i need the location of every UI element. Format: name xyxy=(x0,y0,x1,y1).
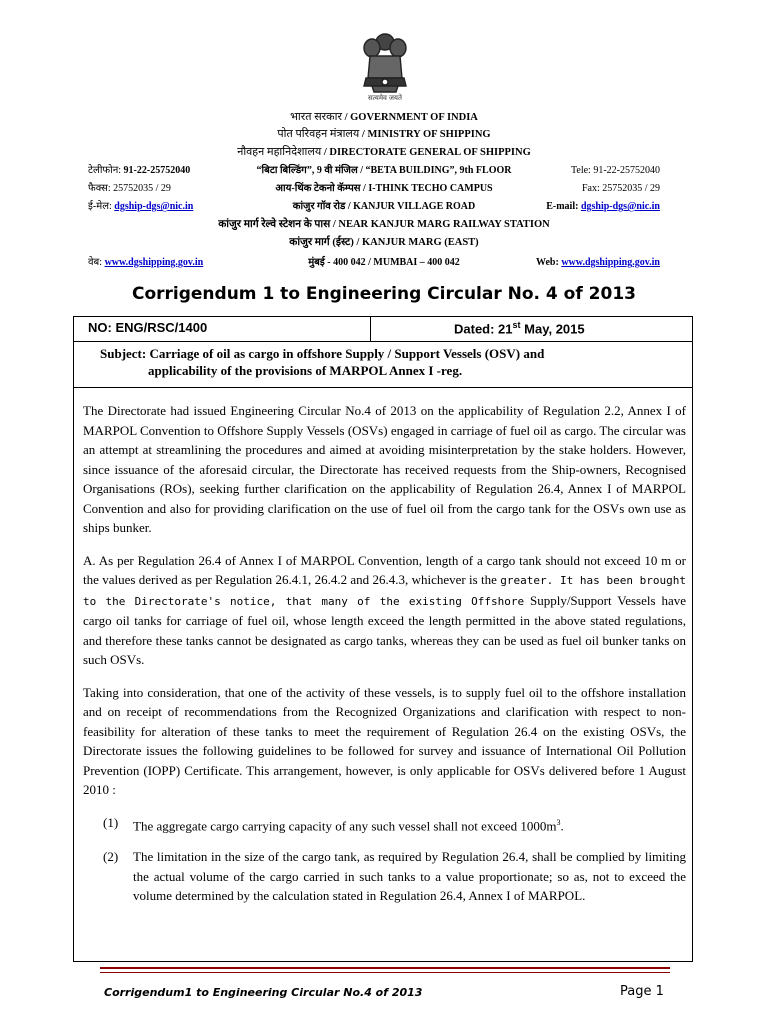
paragraph-guidelines: Taking into consideration, that one of the activity of these vessels, is to supply fuel oil to the offshore installation and on receipt of recommendations from the Recognized Organizations and clarification with respect to non-feasibility for alteration of these tanks to meet the requirement of Regulation 26.4 on the existing OSVs, the Directorate issues the following guidelines to be followed for survey and issuance of International Oil Pollution Prevention (IOPP) Certificate. This arrangement, however, is only applicable for OSVs delivered before 1 August 2010 : xyxy=(83,684,686,797)
list-item: (2) The limitation in the size of the cargo tank, as required by Regulation 26.4, shall be complied by limiting the actual volume of the cargo carried in such tanks to a value proportionate; so as, not to exceed the volume determined by the calculation stated in Regulation 26.4, Annex I of MARPOL. xyxy=(103,849,686,904)
header-directorate: नौवहन महानिदेशालय / DIRECTORATE GENERAL OF SHIPPING xyxy=(237,146,531,158)
document-title: Corrigendum 1 to Engineering Circular No. 4 of 2013 xyxy=(131,284,636,304)
header-kanjur-east: कांजुर मार्ग (ईस्ट) / KANJUR MARG (EAST) xyxy=(289,237,479,248)
web-link-right[interactable]: www.dgshipping.gov.in xyxy=(561,257,660,268)
subject-row xyxy=(74,341,692,388)
header-ministry: पोत परिवहन मंत्रालय / MINISTRY OF SHIPPING xyxy=(277,128,491,140)
subject: Subject: Carriage of oil as cargo in offshore Supply / Support Vessels (OSV) and applicability of the provisions of MARPOL Annex I -reg. xyxy=(100,346,545,378)
circular-box xyxy=(73,316,693,962)
header-near-station: कांजुर मार्ग रेल्वे स्टेशन के पास / NEAR KANJUR MARG RAILWAY STATION xyxy=(218,219,550,230)
date: Dated: 21st May, 2015 xyxy=(454,320,585,337)
email-link-right[interactable]: dgship-dgs@nic.in xyxy=(580,201,660,212)
header-government: भारत सरकार / GOVERNMENT OF INDIA xyxy=(290,111,478,123)
reference-number: NO: ENG/RSC/1400 xyxy=(88,320,208,335)
emblem-caption: सत्यमेव जयते xyxy=(368,94,402,102)
paragraph-intro: The Directorate had issued Engineering Circular No.4 of 2013 on the applicability of Regulation 2.2, Annex I of MARPOL Convention to Offshore Supply Vessels (OSVs) engaged in carriage of fuel oil as cargo. The circular was an attempt at streamlining the procedures and aimed at avoiding misinterpretation by the stake holders. However, since issuance of the aforesaid circular, the Directorate has received requests from the Ship-owners, Recognised Organisations (ROs), seeking further clarification on the applicability of Regulation 26.4, Annex I of MARPOL Convention and also for providing clarification on the use of fuel oil from the cargo tank for the OSVs own use as ships bunker. xyxy=(83,403,686,535)
ref-row xyxy=(74,317,692,342)
email-link-left[interactable]: dgship-dgs@nic.in xyxy=(114,201,194,212)
footer-title: Corrigendum1 to Engineering Circular No.4 of 2013 xyxy=(104,986,423,999)
web-link-left[interactable]: www.dgshipping.gov.in xyxy=(104,257,204,268)
circular-body xyxy=(83,401,686,918)
page-number: Page 1 xyxy=(620,984,664,999)
list-item: (1) The aggregate cargo carrying capacity of any such vessel shall not exceed $1000m^3$. xyxy=(103,814,564,833)
paragraph-a: A. As per Regulation 26.4 of Annex I of MARPOL Convention, length of a cargo tank should not exceed 10 m or the values derived as per Regulation 26.4.1, 26.4.2 and 26.4.3, whichever is the greater. It has been brought to the Directorate's notice, that many of the existing Offshore Supply/Support Vessels have cargo oil tanks for carriage of fuel oil, whose length exceed the length permitted in the above stated regulations, and therefore these tanks cannot be designated as cargo tanks, whereas they can be used as fuel oil bunker tanks on such OSVs. xyxy=(83,552,687,667)
footer-divider xyxy=(100,967,670,973)
guideline-list xyxy=(83,813,686,906)
